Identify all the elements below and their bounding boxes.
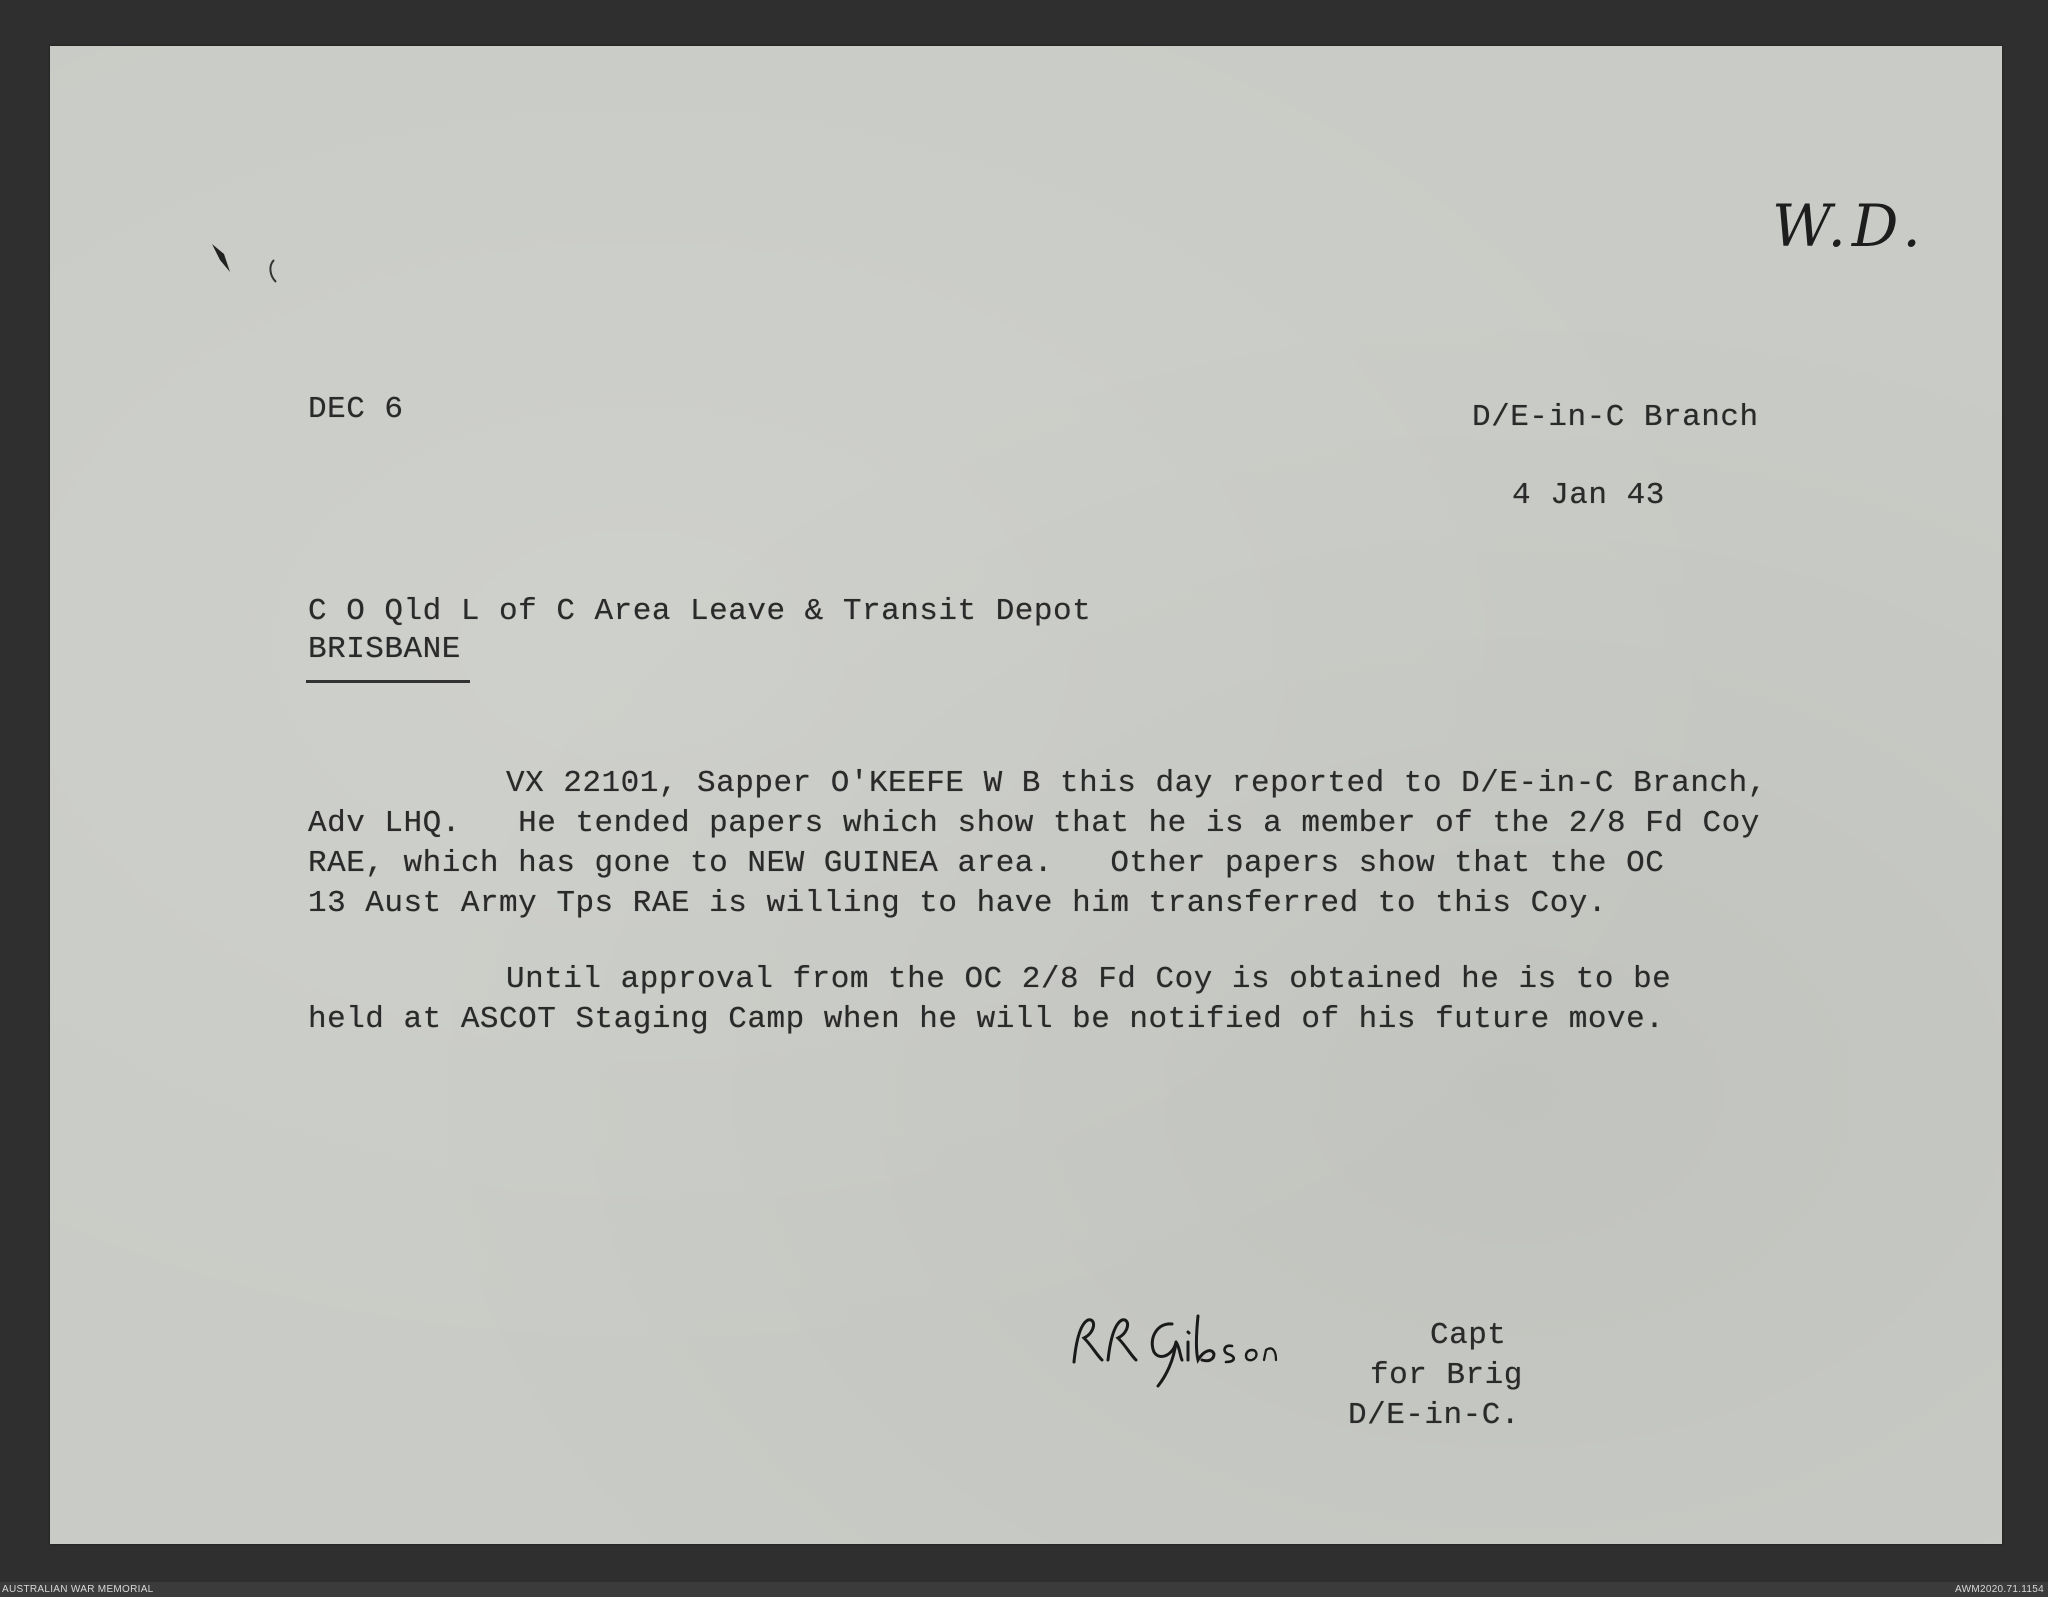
- paragraph-2-line-1: Until approval from the OC 2/8 Fd Coy is obtained he is to be: [506, 962, 1672, 997]
- addressee-line-1: C O Qld L of C Area Leave & Transit Depot: [308, 594, 1092, 629]
- reference-code: DEC 6: [308, 392, 404, 427]
- paragraph-1-line-3: RAE, which has gone to NEW GUINEA area. Other papers show that the OC: [308, 846, 1665, 881]
- punch-mark-icon: [210, 242, 290, 292]
- footer-institution: AUSTRALIAN WAR MEMORIAL: [2, 1584, 154, 1595]
- addressee-line-2: BRISBANE: [308, 632, 461, 667]
- footer-accession-number: AWM2020.71.1154: [1955, 1584, 2044, 1595]
- handwritten-signature: [1062, 1302, 1332, 1392]
- document-date: 4 Jan 43: [1512, 478, 1665, 513]
- paragraph-1-line-1: VX 22101, Sapper O'KEEFE W B this day reported to D/E-in-C Branch,: [506, 766, 1767, 801]
- signature-for-line: for Brig: [1370, 1358, 1523, 1393]
- paragraph-2-line-2: held at ASCOT Staging Camp when he will be notified of his future move.: [308, 1002, 1665, 1037]
- signature-branch: D/E-in-C.: [1348, 1398, 1520, 1433]
- document-page: [50, 46, 2002, 1544]
- signature-rank: Capt: [1430, 1318, 1507, 1353]
- handwritten-wd-mark: W.D.: [1772, 192, 1927, 260]
- branch-header: D/E-in-C Branch: [1472, 400, 1759, 435]
- paragraph-1-line-2: Adv LHQ. He tended papers which show that he is a member of the 2/8 Fd Coy: [308, 806, 1760, 841]
- paragraph-1-line-4: 13 Aust Army Tps RAE is willing to have him transferred to this Coy.: [308, 886, 1608, 921]
- addressee-underline: [306, 680, 470, 683]
